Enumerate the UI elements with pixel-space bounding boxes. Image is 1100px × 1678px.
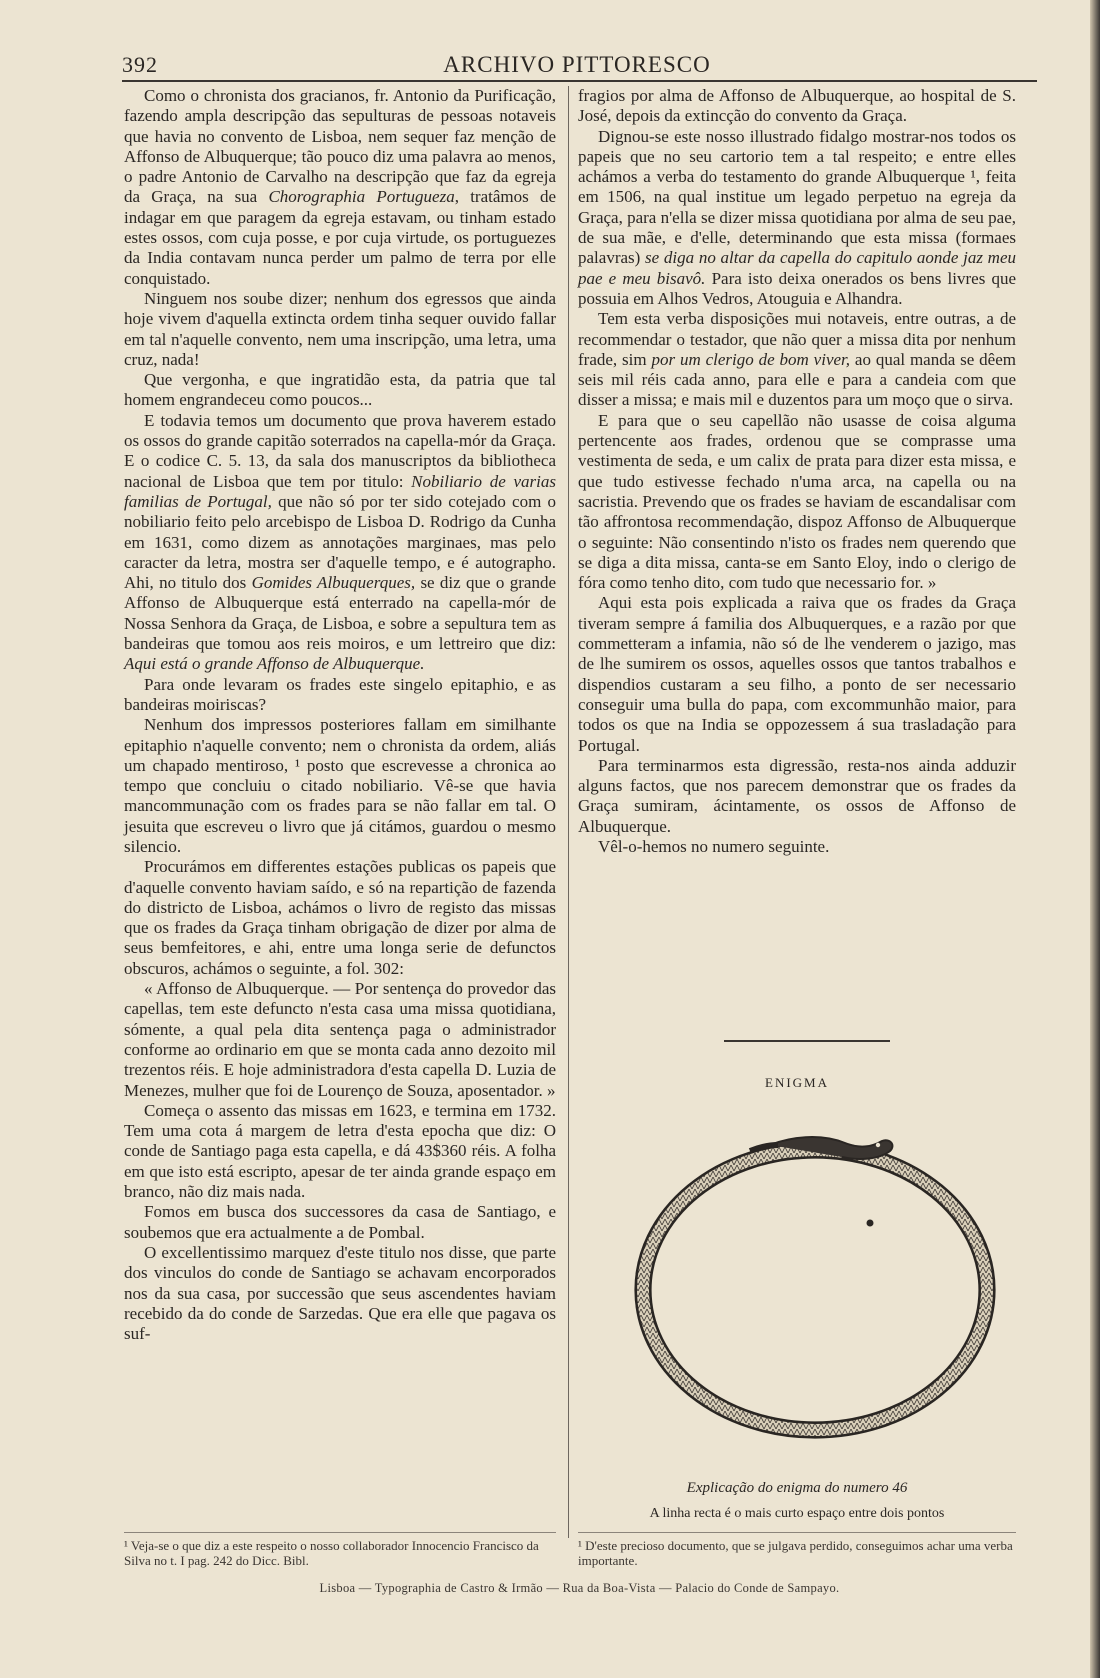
- paragraph: [578, 86, 1016, 127]
- italic-text-run: Aqui está o grande Affonso de Albuquerque.: [124, 654, 425, 674]
- paragraph: [578, 411, 1016, 594]
- paragraph: [578, 593, 1016, 755]
- header-rule: [122, 80, 1037, 82]
- printer-imprint: Lisboa — Typographia de Castro & Irmão — Rua da Boa-Vista — Palacio do Conde de Sampayo.: [319, 1581, 840, 1595]
- text-run: E todavia temos um documento que prova haverem estado os ossos do grande capitão soterrados na capella-mór da Graça. E o codice C. 5. 13, da sala dos manuscriptos da bibliotheca nacional de Lisboa que tem por titulo:: [124, 410, 556, 491]
- italic-text-run: Nobiliario de varias familias de Portugal,: [124, 471, 556, 511]
- paragraph: [124, 979, 556, 1101]
- paragraph: [124, 411, 556, 675]
- text-run: Que vergonha, e que ingratidão esta, da patria que tal homem engrandeceu como poucos...: [124, 370, 556, 410]
- text-run: Vêl-o-hemos no numero seguinte.: [598, 836, 830, 856]
- enigma-title: ENIGMA: [765, 1075, 829, 1090]
- text-run: Como o chronista dos gracianos, fr. Antonio da Purificação, fazendo ampla descripção das sepulturas de pessoas notaveis que havia no convento de Lisboa, nem sequer faz menção de Affonso de Albuquerque; tão pouco diz uma palavra ao menos, o padre Antonio de Carvalho na descripção que faz da egreja da Graça, na sua: [124, 86, 556, 207]
- serpent-ring-icon: [620, 1105, 1020, 1445]
- text-run: se diz que o grande Affonso de Albuquerque está enterrado na capella-mór de Nossa Senhora da Graça, de Lisboa, e sobre a sepultura tem as bandeiras que tomou aos reis moiros, e um lettreiro que diz:: [124, 573, 556, 654]
- running-title: ARCHIVO PITTORESCO: [443, 52, 711, 77]
- paragraph: [124, 86, 556, 289]
- paragraph: [124, 1243, 556, 1344]
- italic-text-run: Chorographia Portugueza: [268, 187, 455, 207]
- text-run: Para terminarmos esta digressão, resta-nos ainda adduzir alguns factos, que nos parecem demonstrar que os frades da Graça sumiram, ácintamente, os ossos de Affonso de Albuquerque.: [578, 755, 1016, 836]
- text-run: Tem esta verba disposições mui notaveis, entre outras, a de recommendar o testador, que não quer a missa dita por nenhum frade, sim: [578, 309, 1016, 369]
- paragraph: [124, 1101, 556, 1202]
- text-run: Aqui esta pois explicada a raiva que os frades da Graça tiveram sempre á familia dos Albuquerques, e a razão por que commetteram a infamia, não só de lhe venderem o jazigo, mas de lhe sumirem os ossos, aquelles ossos que tantos trabalhos e dispendios custaram a seu filho, a ponto de ser necessario conseguir uma bulla do papa, com excommunhão maior, para todos os que na India se oppozessem á sua trasladação para Portugal.: [578, 593, 1016, 755]
- paragraph: [578, 309, 1016, 410]
- paragraph: [124, 1202, 556, 1243]
- left-column-text: [124, 86, 556, 1344]
- paragraph: [124, 857, 556, 979]
- text-run: Dignou-se este nosso illustrado fidalgo mostrar-nos todos os papeis que no seu cartorio tem a tal respeito; e entre elles achámos a verba do testamento do grande Albuquerque ¹, feita em 1506, na qual institue um legado perpetuo na egreja da Graça, para n'ella se dizer missa quotidiana por alma de seu pae, de sua mãe, e d'elle, determinando que esta missa (formaes palavras): [578, 126, 1016, 268]
- text-run: fragios por alma de Affonso de Albuquerque, ao hospital de S. José, depois da extincção do convento da Graça.: [578, 86, 1016, 126]
- paragraph: [124, 289, 556, 370]
- page-binding-edge: [1090, 0, 1100, 1678]
- footnote-rule-left: [124, 1532, 556, 1533]
- text-run: Nenhum dos impressos posteriores fallam em similhante epitaphio n'aquelle convento; nem o chronista da ordem, aliás um chapado mentiroso, ¹ posto que escrevesse a chronica ao tempo que concluiu o citado nobiliario. Vê-se que havia mancommunação com os frades para se não fallar em tal. O jesuita que escreveu o livro que já citámos, guardou o mesmo silencio.: [124, 715, 556, 856]
- footnote-right: ¹ D'este precioso documento, que se julgava perdido, conseguimos achar uma verba importante.: [578, 1538, 1013, 1568]
- paragraph: [578, 127, 1016, 310]
- italic-text-run: se diga no altar da capella do capitulo aonde jaz meu pae e meu bisavô.: [578, 248, 1016, 288]
- paragraph: [124, 370, 556, 411]
- text-run: que não só por ter sido cotejado com o nobiliario feito pelo arcebispo de Lisboa D. Rodrigo da Cunha em 1631, como dizem as annotações marginaes, mas pelo caracter da letra, mostra ser d'aquelle tempo, e é autographo. Ahi, no titulo dos: [124, 491, 556, 593]
- enigma-caption-title: Explicação do enigma do numero 46: [686, 1480, 908, 1496]
- text-run: Ninguem nos soube dizer; nenhum dos egressos que ainda hoje vivem d'aquella extincta ordem tinha sequer ouvido fallar em tal n'aquelle convento, nem uma inscripção, uma letra, uma cruz, nada!: [124, 288, 556, 369]
- text-run: Começa o assento das missas em 1623, e termina em 1732. Tem uma cota á margem de letra d'esta epocha que diz: O conde de Santiago paga esta capella, e dá 43$360 réis. A folha em que isto está escripto, apesar de ter ainda grande espaço em branco, não diz mais nada.: [124, 1100, 556, 1202]
- enigma-caption-text: A linha recta é o mais curto espaço entre dois pontos: [649, 1506, 945, 1521]
- footnote-rule-right: [578, 1532, 1016, 1533]
- text-run: Para onde levaram os frades este singelo epitaphio, e as bandeiras moiriscas?: [124, 674, 556, 714]
- paragraph: [578, 756, 1016, 837]
- text-run: Procurámos em differentes estações publicas os papeis que d'aquelle convento haviam saído, e só na repartição de fazenda do districto de Lisboa, achámos o livro de registo das missas que os frades da Graça tinham obrigação de dizer por alma de seus bemfeitores, e ahi, entre uma longa serie de defunctos obscuros, achámos o seguinte, a fol. 302:: [124, 857, 556, 978]
- paragraph: [578, 837, 1016, 857]
- paragraph: [124, 675, 556, 716]
- italic-text-run: por um clerigo de bom viver,: [651, 349, 851, 369]
- page-header: [122, 46, 1032, 82]
- text-run: ao qual manda se dêem seis mil réis cada anno, para elle e para a candeia com que disser a missa; e mais mil e duzentos para um moço que o sirva.: [578, 349, 1016, 410]
- right-column-text: [578, 86, 1016, 857]
- text-run: E para que o seu capellão não usasse de coisa alguma pertencente aos frades, ordenou que se comprasse uma vestimenta de seda, e um calix de prata para dizer esta missa, e que tudo estivesse fechado n'uma arca, na capella ou na sacristia. Prevendo que os frades se haviam de escandalisar com tão affrontosa recommendação, dispoz Affonso de Albuquerque o seguinte: Não consentindo n'isto os frades nem querendo que se diga a dita missa, canta-se em Santo Eloy, indo o clerigo de fóra como tenho dito, com tudo que necessario for. »: [578, 410, 1016, 593]
- text-run: O excellentissimo marquez d'este titulo nos disse, que parte dos vinculos do conde de Santiago se achavam encorporados nos da sua casa, por successão que seus ascendentes haviam recebido da do conde de Sarzedas. Que era elle que pagava os suf-: [124, 1242, 556, 1344]
- column-divider: [568, 86, 569, 1538]
- page-number: 392: [122, 52, 158, 77]
- paragraph: [124, 715, 556, 857]
- italic-text-run: Gomides Albuquerques,: [251, 573, 416, 593]
- text-run: Para isto deixa onerados os bens livres que possuia em Alhos Vedros, Atouguia e Alhandra.: [578, 268, 1016, 308]
- text-run: , tratâmos de indagar em que paragem da egreja estavam, ou tinham estado estes ossos, com cuja posse, e por cuja virtude, os portuguezes da India contavam nunca perder um palmo de terra por elle conquistado.: [124, 187, 556, 288]
- footnote-left: ¹ Veja-se o que diz a este respeito o nosso collaborador Innocencio Francisco da Silva no t. I pag. 242 do Dicc. Bibl.: [124, 1538, 539, 1568]
- enigma-separator-rule: [724, 1040, 890, 1042]
- text-run: Fomos em busca dos successores da casa de Santiago, e soubemos que era actualmente a de Pombal.: [124, 1202, 556, 1242]
- text-run: « Affonso de Albuquerque. — Por sentença do provedor das capellas, tem este defuncto n'esta casa uma missa quotidiana, sómente, a qual pela dita sentença paga o administrador conforme ao ordinario em que se monta cada anno dezoito mil trezentos réis. E hoje administradora d'esta capella D. Luzia de Menezes, mulher que foi de Lourenço de Souza, aposentador. »: [124, 979, 556, 1100]
